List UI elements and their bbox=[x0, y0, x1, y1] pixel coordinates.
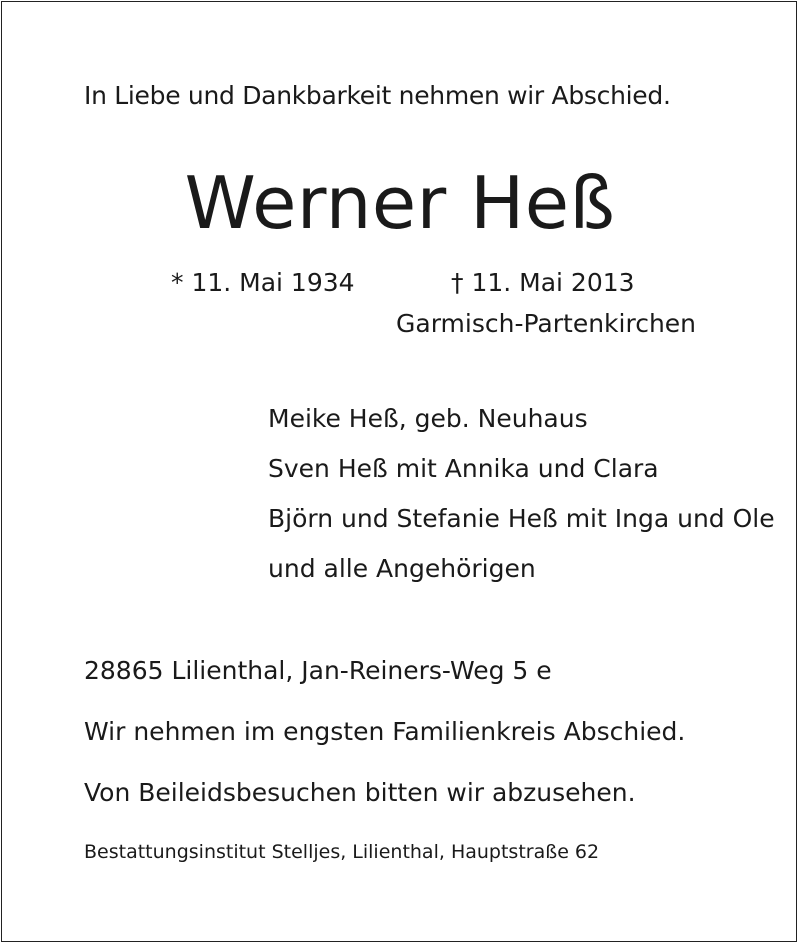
mourner-item: und alle Angehörigen bbox=[268, 554, 536, 583]
deceased-name: Werner Heß bbox=[184, 161, 616, 245]
intro-text: In Liebe und Dankbarkeit nehmen wir Abschied. bbox=[84, 81, 671, 110]
family-farewell-note: Wir nehmen im engsten Familienkreis Abschied. bbox=[84, 717, 686, 746]
mourner-item: Sven Heß mit Annika und Clara bbox=[268, 454, 659, 483]
mourner-item: Meike Heß, geb. Neuhaus bbox=[268, 404, 588, 433]
death-date: † 11. Mai 2013 bbox=[451, 268, 635, 297]
family-address: 28865 Lilienthal, Jan-Reiners-Weg 5 e bbox=[84, 656, 552, 685]
mourners-list bbox=[268, 401, 775, 601]
condolence-note: Von Beileidsbesuchen bitten wir abzusehen. bbox=[84, 778, 636, 807]
birth-date: * 11. Mai 1934 bbox=[171, 268, 355, 297]
funeral-home: Bestattungsinstitut Stelljes, Lilienthal, Hauptstraße 62 bbox=[84, 841, 600, 863]
death-place: Garmisch-Partenkirchen bbox=[396, 309, 697, 338]
mourner-item: Björn und Stefanie Heß mit Inga und Ole bbox=[268, 504, 775, 533]
